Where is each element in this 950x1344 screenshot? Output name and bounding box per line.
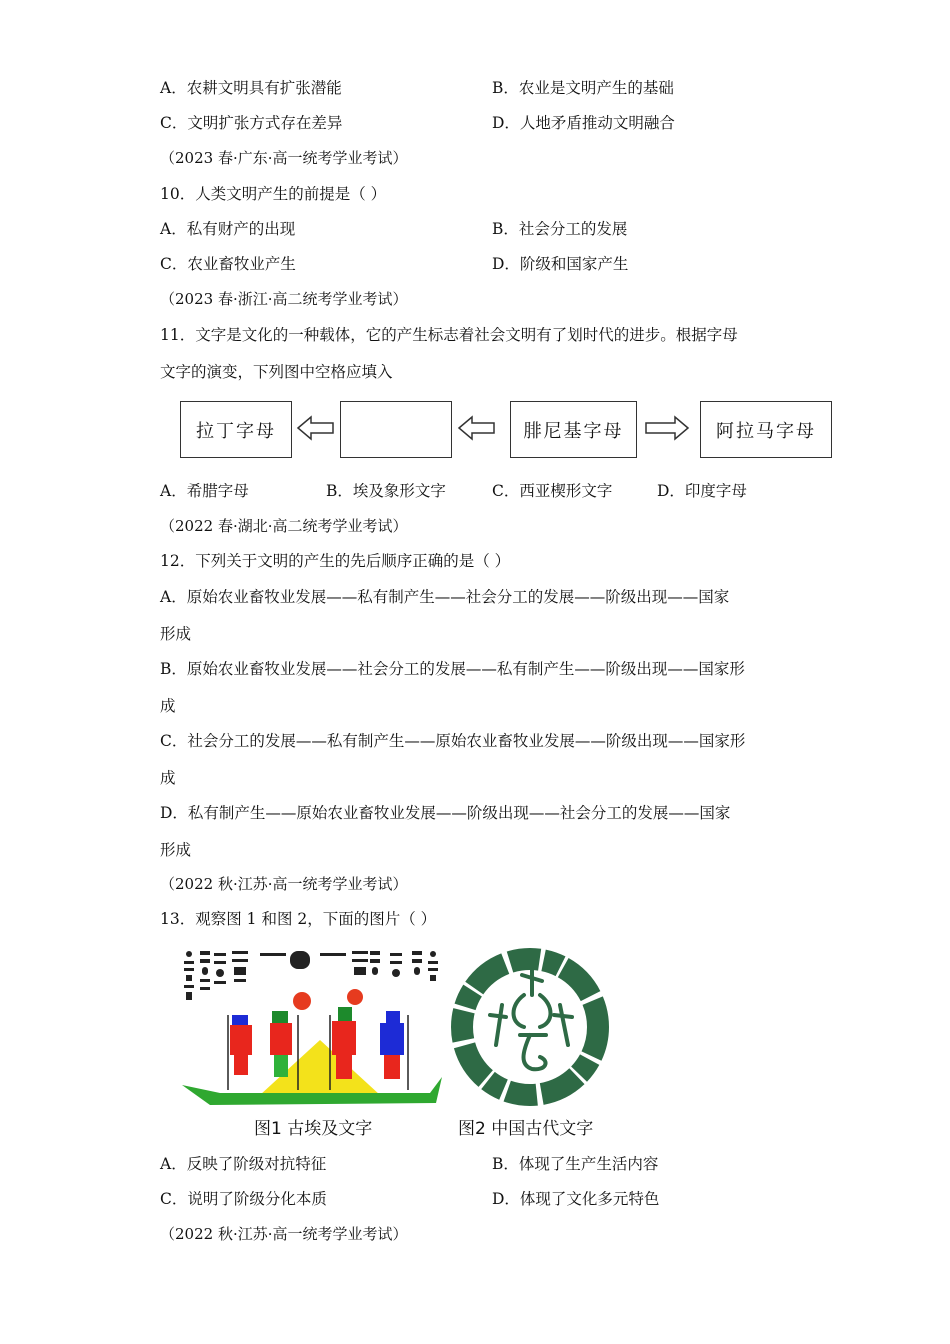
q11-source: （2023 春·浙江·高二统考学业考试） <box>160 290 408 308</box>
alphabet-box-blank <box>340 401 452 458</box>
alphabet-box-phoenician: 腓尼基字母 <box>510 401 637 458</box>
figure1-caption: 图1 古埃及文字 <box>254 1119 373 1139</box>
q13-option-b: B．体现了生产生活内容 <box>492 1155 659 1173</box>
q9-option-a: A．农耕文明具有扩张潜能 <box>160 79 342 97</box>
q12-option-b-cont: 成 <box>160 697 176 715</box>
q12-stem: 12．下列关于文明的产生的先后顺序正确的是（ ） <box>160 552 511 570</box>
q11-option-b: B．埃及象形文字 <box>326 482 446 500</box>
q12-option-c: C．社会分工的发展——私有制产生——原始农业畜牧业发展——阶级出现——国家形 <box>160 732 746 750</box>
q10-option-a: A．私有财产的出现 <box>160 220 296 238</box>
q13-stem: 13．观察图 1 和图 2，下面的图片（ ） <box>160 910 437 928</box>
q13-option-d: D．体现了文化多元特色 <box>492 1190 660 1208</box>
q12-option-d-cont: 形成 <box>160 841 192 859</box>
q11-option-c: C．西亚楔形文字 <box>492 482 613 500</box>
q12-option-a-cont: 形成 <box>160 625 192 643</box>
q12-option-a: A．原始农业畜牧业发展——私有制产生——社会分工的发展——阶级出现——国家 <box>160 588 730 606</box>
q11-option-d: D．印度字母 <box>657 482 747 500</box>
figure2-caption: 图2 中国古代文字 <box>458 1119 594 1139</box>
alphabet-box-latin: 拉丁字母 <box>180 401 292 458</box>
q10-stem: 10．人类文明产生的前提是（ ） <box>160 185 387 203</box>
left-arrow-icon <box>457 414 497 442</box>
q11-stem-line2: 文字的演变，下列图中空格应填入 <box>160 363 393 381</box>
q13-option-c: C．说明了阶级分化本质 <box>160 1190 327 1208</box>
q12-option-b: B．原始农业畜牧业发展——社会分工的发展——私有制产生——阶级出现——国家形 <box>160 660 745 678</box>
alphabet-box-aramaic: 阿拉马字母 <box>700 401 832 458</box>
q12-source: （2022 春·湖北·高二统考学业考试） <box>160 517 408 535</box>
q10-source: （2023 春·广东·高一统考学业考试） <box>160 149 408 167</box>
q11-stem-line1: 11．文字是文化的一种载体，它的产生标志着社会文明有了划时代的进步。根据字母 <box>160 326 738 344</box>
q12-option-c-cont: 成 <box>160 769 176 787</box>
q12-option-d: D．私有制产生——原始农业畜牧业发展——阶级出现——社会分工的发展——国家 <box>160 804 731 822</box>
left-arrow-icon <box>296 414 336 442</box>
q10-option-c: C．农业畜牧业产生 <box>160 255 296 273</box>
q13-source: （2022 秋·江苏·高一统考学业考试） <box>160 875 408 893</box>
q9-option-b: B．农业是文明产生的基础 <box>492 79 674 97</box>
q10-option-b: B．社会分工的发展 <box>492 220 628 238</box>
chinese-ancient-script-image <box>450 945 610 1115</box>
q11-option-a: A．希腊字母 <box>160 482 249 500</box>
egyptian-hieroglyph-image <box>180 945 450 1115</box>
q9-option-c: C．文明扩张方式存在差异 <box>160 114 343 132</box>
q13-option-a: A．反映了阶级对抗特征 <box>160 1155 327 1173</box>
q10-option-d: D．阶级和国家产生 <box>492 255 629 273</box>
right-arrow-icon <box>644 414 690 442</box>
q9-option-d: D．人地矛盾推动文明融合 <box>492 114 675 132</box>
q14-source: （2022 秋·江苏·高一统考学业考试） <box>160 1225 408 1243</box>
